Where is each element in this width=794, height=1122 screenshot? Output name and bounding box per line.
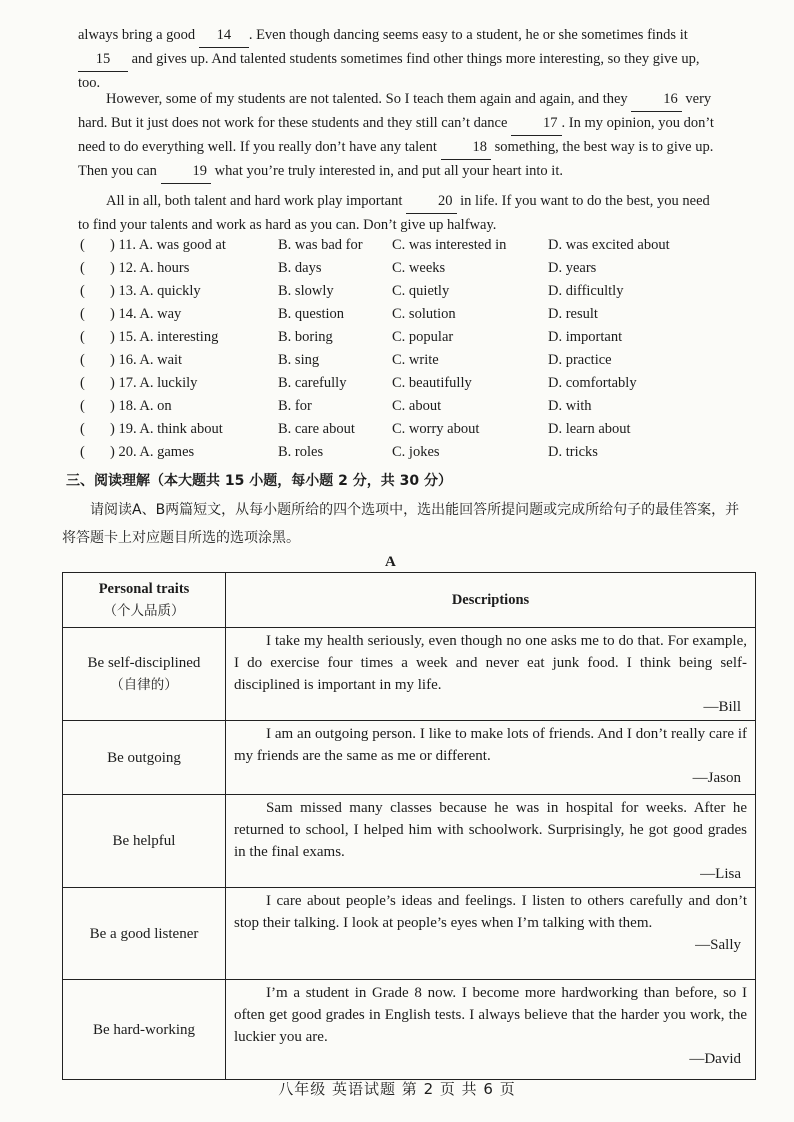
option-row (78, 395, 738, 418)
option-row (78, 257, 738, 280)
option-row (78, 303, 738, 326)
trait-name: Be helpful (112, 833, 176, 849)
description-text: I’m a student in Grade 8 now. I become more hardworking than before, so I often get good grades in English tests. I always believe that the harder you work, the luckier you are. (234, 985, 747, 1045)
p2-text-c: . In my opinion, you don’t need to do everything well. If you really don’t have any talent (78, 115, 714, 155)
signature: —Lisa (700, 866, 741, 882)
blank-14: 14 (199, 24, 249, 48)
option-b: B. carefully (278, 375, 347, 391)
option-a: ) 17. A. luckily (110, 375, 198, 391)
option-a: ) 13. A. quickly (110, 283, 201, 299)
option-b: B. was bad for (278, 237, 363, 253)
option-a: ) 12. A. hours (110, 260, 190, 276)
p2-text-a: However, some of my students are not talented. So I teach them again and again, and they (106, 91, 628, 107)
option-d: D. important (548, 329, 623, 345)
header-descriptions: Descriptions (226, 573, 756, 628)
blank-20: 20 (406, 190, 457, 214)
option-row (78, 234, 738, 257)
option-d: D. difficultly (548, 283, 624, 299)
answer-paren: ( (80, 306, 85, 322)
option-a: ) 15. A. interesting (110, 329, 219, 345)
description-text: Sam missed many classes because he was in hospital for weeks. After he returned to school, I helped him with schoolwork. Surprisingly, he got good grades in the final exams. (234, 800, 747, 860)
p1-text-a: always bring a good (78, 27, 196, 43)
table-row (63, 795, 756, 888)
signature: —David (689, 1051, 741, 1067)
description-cell (226, 980, 756, 1080)
option-c: C. quietly (392, 283, 450, 299)
blank-17: 17 (511, 112, 562, 136)
option-row (78, 441, 738, 464)
option-b: B. roles (278, 444, 324, 460)
option-row (78, 349, 738, 372)
trait-name-cn: （自律的） (110, 677, 178, 693)
option-b: B. slowly (278, 283, 334, 299)
description-cell (226, 721, 756, 795)
trait-cell (63, 980, 226, 1080)
p3-text-b: in life. If you want to do the best, you need to find your talents and work as hard as you can. Don’t give up halfway. (78, 193, 710, 233)
description-text: I take my health seriously, even though no one asks me to do that. For example, I do exercise four times a week and never eat junk food. I think being self-disciplined is important in my life. (234, 633, 747, 693)
option-d: D. practice (548, 352, 612, 368)
paragraph-1 (78, 24, 718, 95)
answer-paren: ( (80, 398, 85, 414)
option-a: ) 16. A. wait (110, 352, 183, 368)
option-a: ) 11. A. was good at (110, 237, 226, 253)
table-row (63, 721, 756, 795)
option-b: B. days (278, 260, 322, 276)
answer-paren: ( (80, 444, 85, 460)
answer-paren: ( (80, 375, 85, 391)
description-cell (226, 888, 756, 980)
paragraph-2 (78, 88, 718, 184)
trait-name: Be hard-working (92, 1021, 196, 1038)
p1-text-c: . Even though dancing seems easy to a student, he or she sometimes finds it (248, 27, 688, 43)
answer-paren: ( (80, 329, 85, 345)
paragraph-3 (78, 190, 718, 237)
option-b: B. sing (278, 352, 320, 368)
trait-cell (63, 795, 226, 888)
blank-19: 19 (161, 160, 212, 184)
answer-paren: ( (80, 352, 85, 368)
options-list (78, 234, 738, 464)
blank-16: 16 (631, 88, 682, 112)
option-a: ) 18. A. on (110, 398, 172, 414)
option-d: D. years (548, 260, 597, 276)
reading-instructions: 请阅读A、B两篇短文，从每小题所给的四个选项中，选出能回答所提问题或完成所给句子的最佳答案，并将答题卡上对应题目所选的选项涂黑。 (62, 502, 740, 546)
option-row (78, 326, 738, 349)
option-c: C. jokes (392, 444, 440, 460)
answer-paren: ( (80, 260, 85, 276)
option-row (78, 418, 738, 441)
option-d: D. tricks (548, 444, 598, 460)
blank-18: 18 (441, 136, 492, 160)
option-row (78, 280, 738, 303)
option-c: C. popular (392, 329, 454, 345)
option-row (78, 372, 738, 395)
p2-text-e: what you’re truly interested in, and put all your heart into it. (214, 163, 563, 179)
option-d: D. comfortably (548, 375, 637, 391)
blank-15: 15 (78, 48, 128, 72)
option-c: C. worry about (392, 421, 480, 437)
signature: —Jason (692, 770, 741, 786)
description-cell (226, 628, 756, 721)
table-row (63, 628, 756, 721)
trait-name: Be outgoing (107, 749, 181, 766)
signature: —Sally (695, 937, 741, 953)
trait-cell (63, 888, 226, 980)
table-row (63, 888, 756, 980)
option-a: ) 19. A. think about (110, 421, 223, 437)
table-row (63, 980, 756, 1080)
option-a: ) 14. A. way (110, 306, 182, 322)
option-d: D. with (548, 398, 592, 414)
header-traits-cn: （个人品质） (103, 603, 185, 619)
page-footer: 八年级 英语试题 第 2 页 共 6 页 (278, 1080, 516, 1098)
header-traits-label: Personal traits (98, 581, 190, 597)
signature: —Bill (703, 699, 741, 715)
option-b: B. for (278, 398, 312, 414)
option-b: B. question (278, 306, 345, 322)
answer-paren: ( (80, 237, 85, 253)
option-d: D. was excited about (548, 237, 670, 253)
section-title: 三、阅读理解（本大题共 15 小题，每小题 2 分，共 30 分） (66, 473, 452, 489)
option-d: D. learn about (548, 421, 631, 437)
option-d: D. result (548, 306, 598, 322)
answer-paren: ( (80, 283, 85, 299)
option-a: ) 20. A. games (110, 444, 195, 460)
passage-label: A (385, 554, 396, 570)
p3-text-a: All in all, both talent and hard work play important (106, 193, 403, 209)
trait-cell (63, 628, 226, 721)
trait-cell (63, 721, 226, 795)
trait-name: Be self-disciplined (87, 655, 201, 671)
option-c: C. was interested in (392, 237, 507, 253)
option-c: C. about (392, 398, 442, 414)
table-header-row (63, 573, 756, 628)
p1-text-d: and gives up. And talented students sometimes find other things more interesting, so they give up, too. (78, 51, 700, 91)
option-c: C. beautifully (392, 375, 472, 391)
description-cell (226, 795, 756, 888)
option-b: B. boring (278, 329, 333, 345)
option-c: C. write (392, 352, 439, 368)
traits-table (62, 572, 756, 1080)
p2-text-d: something, the best way is to give up. Then you can (78, 139, 714, 179)
option-b: B. care about (278, 421, 355, 437)
trait-name: Be a good listener (89, 925, 199, 942)
option-c: C. weeks (392, 260, 446, 276)
answer-paren: ( (80, 421, 85, 437)
p2-text-b: very hard. But it just does not work for these students and they still can’t dance (78, 91, 712, 131)
header-traits (63, 573, 226, 628)
option-c: C. solution (392, 306, 456, 322)
description-text: I care about people’s ideas and feelings. I listen to others carefully and don’t stop their talking. I look at people’s eyes when I’m talking with them. (234, 893, 747, 931)
description-text: I am an outgoing person. I like to make lots of friends. And I don’t really care if my friends are the same as me or different. (234, 726, 747, 764)
